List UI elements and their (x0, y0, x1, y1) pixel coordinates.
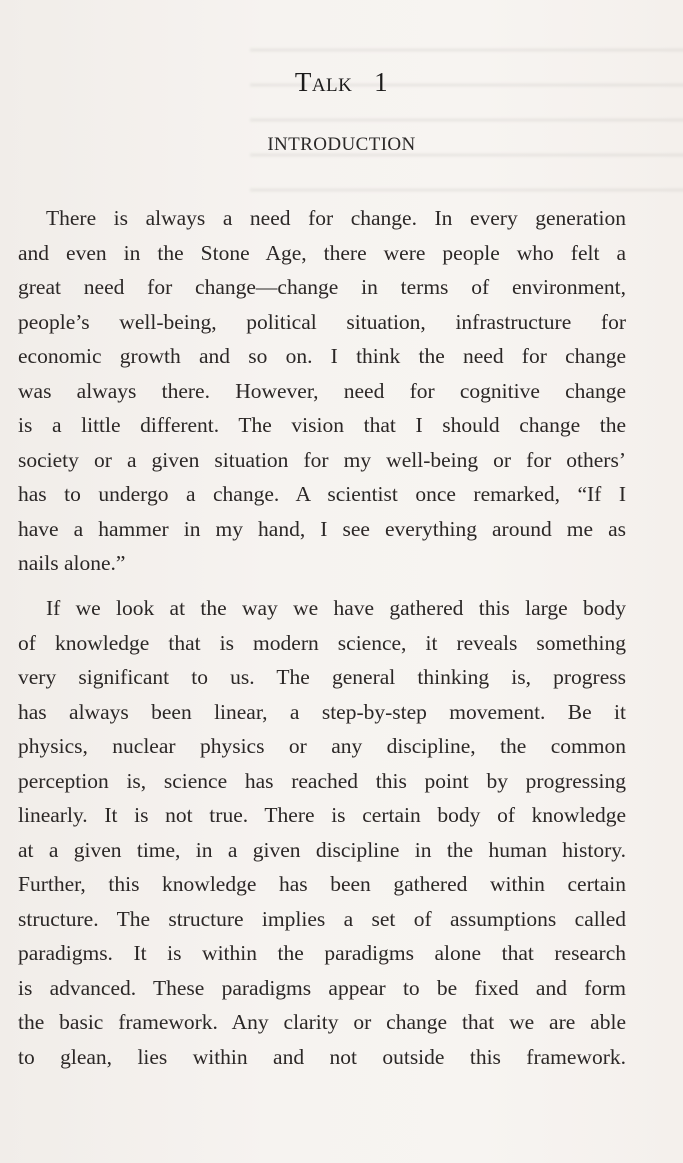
paragraph-line: at a given time, in a given discipline in the human history. (18, 837, 626, 862)
paragraph-1 (18, 201, 626, 581)
paragraph-2 (18, 591, 626, 1074)
paragraph-line: linearly. It is not true. There is certain body of knowledge (18, 803, 626, 827)
bleed-through-shadow (250, 30, 683, 210)
paragraph-line: structure. The structure implies a set of assumptions called (18, 906, 626, 931)
chapter-title (0, 67, 683, 98)
paragraph-line: have a hammer in my hand, I see everything around me as (18, 516, 626, 541)
paragraph-line: Further, this knowledge has been gathered within certain (18, 872, 626, 896)
paragraph-line: people’s well-being, political situation, infrastructure for (18, 309, 626, 334)
paragraph-line: very significant to us. The general thinking is, progress (18, 665, 626, 689)
paragraph-line: great need for change—change in terms of environment, (18, 275, 626, 299)
paragraph-line: and even in the Stone Age, there were people who felt a (18, 240, 626, 265)
paragraph-line: If we look at the way we have gathered this large body (46, 596, 626, 620)
paragraph-line: has always been linear, a step-by-step movement. Be it (18, 699, 626, 724)
paragraph-line: There is always a need for change. In every generation (46, 206, 626, 230)
paragraph-line: perception is, science has reached this point by progressing (18, 768, 626, 793)
chapter-word: Talk (294, 67, 353, 97)
paragraph-line: has to undergo a change. A scientist once remarked, “If I (18, 482, 626, 506)
paragraph-line: of knowledge that is modern science, it reveals something (18, 630, 626, 655)
chapter-number: 1 (374, 67, 389, 97)
paragraph-line: paradigms. It is within the paradigms alone that research (18, 941, 626, 965)
paragraph-line: nails alone.” (18, 551, 126, 575)
section-heading: INTRODUCTION (267, 134, 416, 155)
paragraph-line: society or a given situation for my well-being or for others’ (18, 447, 626, 472)
paragraph-line: is advanced. These paradigms appear to be fixed and form (18, 975, 626, 1000)
paragraph-line: was always there. However, need for cognitive change (18, 378, 626, 403)
paragraph-line: economic growth and so on. I think the need for change (18, 344, 626, 368)
paragraph-line: physics, nuclear physics or any discipline, the common (18, 734, 626, 758)
paragraph-line: is a little different. The vision that I should change the (18, 413, 626, 437)
paragraph-line: the basic framework. Any clarity or change that we are able (18, 1010, 626, 1034)
paragraph-line: to glean, lies within and not outside this framework. (18, 1044, 626, 1069)
